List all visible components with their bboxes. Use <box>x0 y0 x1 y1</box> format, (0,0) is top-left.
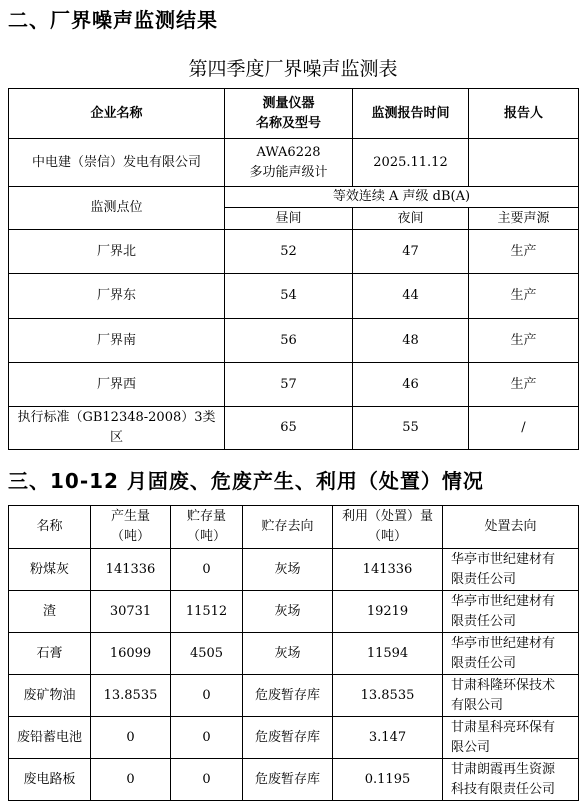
point-cell: 厂界西 <box>9 363 225 407</box>
disposal-dest-cell <box>443 759 579 801</box>
disposal-dest-header: 处置去向 <box>443 506 579 549</box>
stored-cell: 0 <box>171 759 243 801</box>
table-row <box>9 633 579 675</box>
noise-table-caption: 第四季度厂界噪声监测表 <box>188 58 398 80</box>
dest-line1: 甘肃星科亮环保有 <box>451 719 556 735</box>
dest-line2: 限责任公司 <box>451 571 517 587</box>
name-header: 名称 <box>9 506 91 549</box>
reporter-header: 报告人 <box>469 89 579 139</box>
standard-night: 55 <box>353 407 469 450</box>
stored-cell: 0 <box>171 549 243 591</box>
point-cell: 厂界东 <box>9 274 225 319</box>
disposal-dest-cell <box>443 717 579 759</box>
table-row <box>9 675 579 717</box>
company-info-row <box>9 139 579 187</box>
instrument-name: 多功能声级计 <box>249 164 328 180</box>
source-cell: 生产 <box>469 274 579 319</box>
table-row <box>9 230 579 274</box>
storage-cell: 灰场 <box>243 591 333 633</box>
dest-line1: 华亭市世纪建材有 <box>451 551 556 567</box>
stored-cell: 0 <box>171 717 243 759</box>
level-header-row <box>9 187 579 208</box>
reporter-value <box>469 139 579 187</box>
stored-cell: 4505 <box>171 633 243 675</box>
night-header: 夜间 <box>353 208 469 230</box>
used-cell: 19219 <box>333 591 443 633</box>
noise-monitoring-table <box>8 88 579 450</box>
day-cell: 57 <box>225 363 353 407</box>
standard-day: 65 <box>225 407 353 450</box>
dest-line1: 甘肃朗霞再生资源 <box>451 761 556 777</box>
waste-table <box>8 505 579 801</box>
used-cell: 13.8535 <box>333 675 443 717</box>
instrument-header-line2: 名称及型号 <box>255 115 321 131</box>
waste-name: 废矿物油 <box>9 675 91 717</box>
point-cell: 厂界南 <box>9 319 225 363</box>
day-header: 昼间 <box>225 208 353 230</box>
used-cell: 3.147 <box>333 717 443 759</box>
instrument-cell <box>225 139 353 187</box>
night-cell: 44 <box>353 274 469 319</box>
waste-name: 粉煤灰 <box>9 549 91 591</box>
stored-header-line1: 贮存量 <box>186 509 226 524</box>
section-2-heading: 二、厂界噪声监测结果 <box>8 8 218 32</box>
table-row <box>9 759 579 801</box>
table-row <box>9 274 579 319</box>
disposal-dest-cell <box>443 675 579 717</box>
instrument-header-line1: 测量仪器 <box>262 95 315 111</box>
table-row <box>9 549 579 591</box>
produced-cell: 30731 <box>91 591 171 633</box>
used-header-line2: （吨） <box>367 529 407 544</box>
report-time-header: 监测报告时间 <box>353 89 469 139</box>
standard-label: 执行标准（GB12348-2008）3类区 <box>9 407 225 450</box>
dest-line1: 华亭市世纪建材有 <box>451 635 556 651</box>
point-header: 监测点位 <box>9 187 225 230</box>
waste-name: 石膏 <box>9 633 91 675</box>
source-cell: 生产 <box>469 230 579 274</box>
dest-line2: 限公司 <box>451 739 491 755</box>
stored-cell: 11512 <box>171 591 243 633</box>
waste-name: 渣 <box>9 591 91 633</box>
dest-line2: 有限公司 <box>451 697 504 713</box>
noise-header-row <box>9 89 579 139</box>
produced-cell: 0 <box>91 717 171 759</box>
day-cell: 52 <box>225 230 353 274</box>
produced-cell: 141336 <box>91 549 171 591</box>
dest-line1: 甘肃科隆环保技术 <box>451 677 556 693</box>
produced-header-line1: 产生量 <box>110 509 150 524</box>
produced-cell: 0 <box>91 759 171 801</box>
storage-cell: 灰场 <box>243 549 333 591</box>
table-row <box>9 363 579 407</box>
waste-name: 废铅蓄电池 <box>9 717 91 759</box>
produced-header-line2: （吨） <box>110 529 150 544</box>
instrument-header <box>225 89 353 139</box>
table-row <box>9 319 579 363</box>
disposal-dest-cell <box>443 549 579 591</box>
used-cell: 0.1195 <box>333 759 443 801</box>
waste-header-row <box>9 506 579 549</box>
day-cell: 54 <box>225 274 353 319</box>
storage-cell: 危废暂存库 <box>243 717 333 759</box>
report-date: 2025.11.12 <box>353 139 469 187</box>
standard-row <box>9 407 579 450</box>
instrument-model: AWA6228 <box>256 144 321 160</box>
source-cell: 生产 <box>469 319 579 363</box>
point-cell: 厂界北 <box>9 230 225 274</box>
section-3-heading: 三、10-12 月固废、危废产生、利用（处置）情况 <box>8 469 484 493</box>
used-cell: 11594 <box>333 633 443 675</box>
storage-cell: 危废暂存库 <box>243 759 333 801</box>
table-row <box>9 717 579 759</box>
used-header <box>333 506 443 549</box>
dest-line2: 限责任公司 <box>451 655 517 671</box>
produced-header <box>91 506 171 549</box>
disposal-dest-cell <box>443 591 579 633</box>
storage-cell: 危废暂存库 <box>243 675 333 717</box>
day-cell: 56 <box>225 319 353 363</box>
stored-cell: 0 <box>171 675 243 717</box>
used-header-line1: 利用（处置）量 <box>341 509 433 524</box>
night-cell: 47 <box>353 230 469 274</box>
disposal-dest-cell <box>443 633 579 675</box>
produced-cell: 13.8535 <box>91 675 171 717</box>
night-cell: 48 <box>353 319 469 363</box>
standard-source: / <box>469 407 579 450</box>
source-header: 主要声源 <box>469 208 579 230</box>
dest-line1: 华亭市世纪建材有 <box>451 593 556 609</box>
produced-cell: 16099 <box>91 633 171 675</box>
storage-dest-header: 贮存去向 <box>243 506 333 549</box>
dest-line2: 科技有限责任公司 <box>451 781 556 797</box>
table-row <box>9 591 579 633</box>
source-cell: 生产 <box>469 363 579 407</box>
level-header: 等效连续 A 声级 dB(A) <box>225 187 579 208</box>
used-cell: 141336 <box>333 549 443 591</box>
stored-header <box>171 506 243 549</box>
stored-header-line2: （吨） <box>186 529 226 544</box>
night-cell: 46 <box>353 363 469 407</box>
company-name: 中电建（崇信）发电有限公司 <box>9 139 225 187</box>
company-header: 企业名称 <box>9 89 225 139</box>
dest-line2: 限责任公司 <box>451 613 517 629</box>
storage-cell: 灰场 <box>243 633 333 675</box>
waste-name: 废电路板 <box>9 759 91 801</box>
